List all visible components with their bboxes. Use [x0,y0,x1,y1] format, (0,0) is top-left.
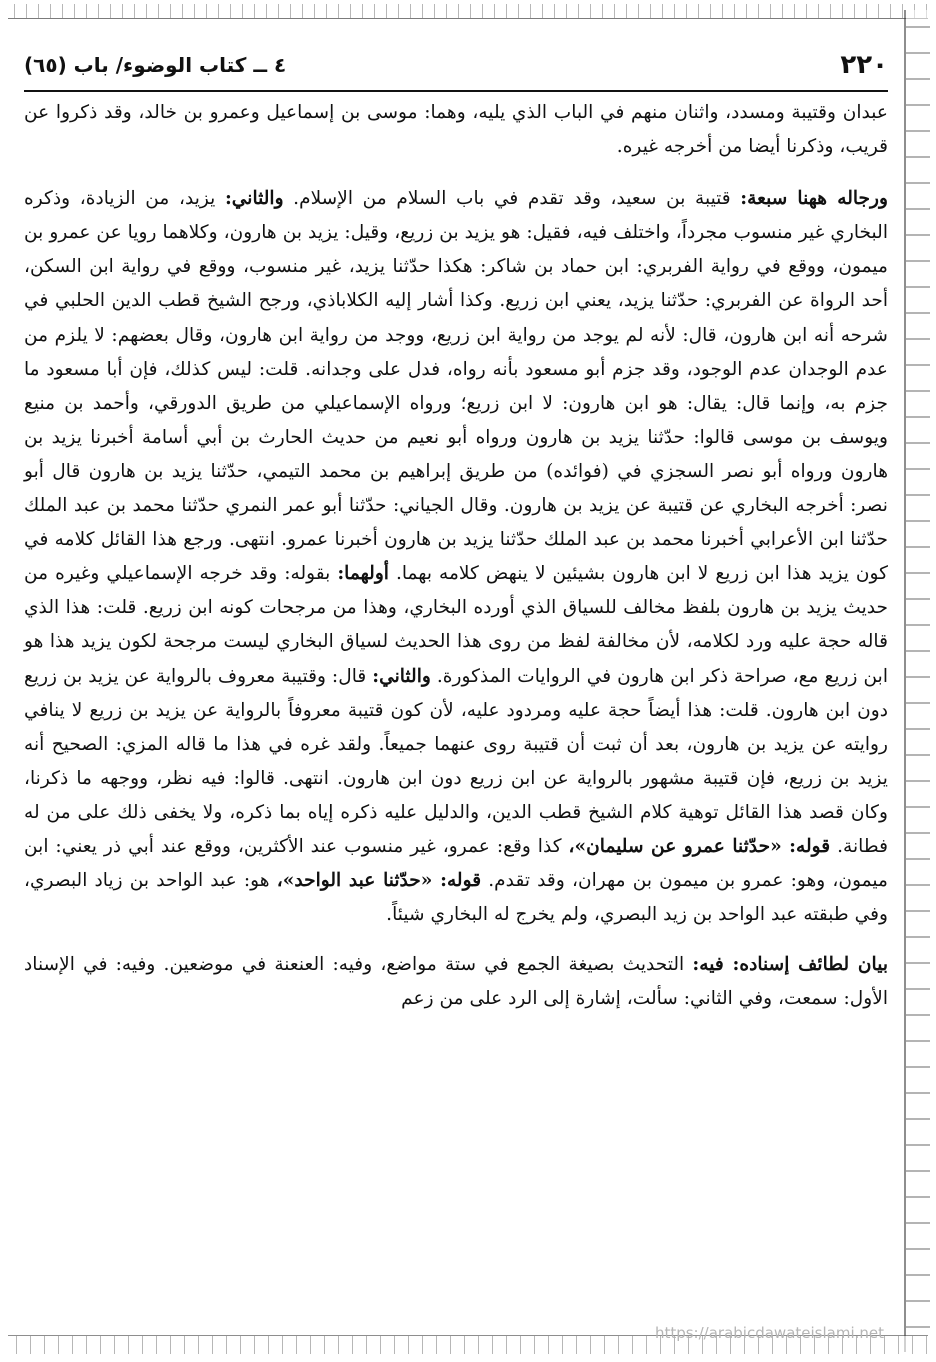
paragraph-3 [24,948,888,1016]
paragraph-2 [24,182,888,932]
section-lead-narrators: ورجاله ههنا سبعة: [740,188,888,210]
quote-abd-al-wahid: قوله: «حدّثنا عبد الواحد»، [276,870,482,892]
page-body [24,96,888,1016]
paragraph-2-text-d: قال: وقتيبة معروف بالرواية عن يزيد بن زريع دون ابن هارون. قلت: هذا أيضاً حجة عليه ومردود عليه، لأن كون قتيبة معروفاً بالرواية عن يزيد بن زريع لا ينافي روايته عن يزيد بن هارون، بعد أن ثبت أن قتيبة روى عنهما جميعاً. ولقد غره في هذا ما قاله المزي: الصحيح أنه يزيد بن زريع، فإن قتيبة مشهور بالرواية عن ابن زريع دون ابن هارون. انتهى. قالوا: فيه نظر، ووجهه ما ذكرنا، وكان قصد هذا القائل توهية كلام الشيخ قطب الدين، والدليل عليه ذكره إياه بما ذكره، ولا يخفى ذلك على من له فطانة. [24,665,888,857]
paragraph-1: عبدان وقتيبة ومسدد، واثنان منهم في الباب الذي يليه، وهما: موسى بن إسماعيل وعمرو بن خالد، وقد ذكروا عن قريب، وذكرنا أيضا من أخرجه غيره. [24,102,888,158]
lead-first-argument: أولهما: [337,563,389,585]
running-title: ٤ ــ كتاب الوضوء/ باب (٦٥) [24,53,287,77]
section-lead-isnad-subtleties: بيان لطائف إسناده: فيه: [692,954,888,976]
right-ornamental-border [904,10,930,1352]
watermark-url: https://arabicdawateislami.net [654,1324,884,1342]
quote-amr-sulaiman: قوله: «حدّثنا عمرو عن سليمان»، [568,835,831,857]
lead-second-argument: والثاني: [372,665,431,687]
page-number: ٢٢٠ [840,50,888,80]
paragraph-2-text-a: قتيبة بن سعيد، وقد تقدم في باب السلام من الإسلام. [283,188,741,210]
paragraph-2-text-c: بقوله: وقد خرجه الإسماعيلي وغيره من حديث يزيد بن هارون بلفظ مخالف للسياق الذي أورده البخاري، وهذا من مرجحات كونه ابن زريع. قلت: هذا الذي قاله حجة عليه ورد لكلامه، لأن مخالفة لفظ من روى هذا الحديث لسياق البخاري ليست مرجحة لكون يزيد هذا هو ابن زريع مع، صراحة ذكر ابن هارون في الروايات المذكورة. [24,563,888,687]
lead-second: والثاني: [224,188,284,210]
top-ornamental-border [8,4,928,19]
paragraph-3-text: التحديث بصيغة الجمع في ستة مواضع، وفيه: العنعنة في موضعين. وفيه: في الإسناد الأول: سمعت، وفي الثاني: سألت، إشارة إلى الرد على من زعم [24,954,888,1010]
paragraph-2-text-e: كذا وقع: عمرو، غير منسوب عند الأكثرين، ووقع عند أبي ذر يعني: ابن ميمون، وهو: عمرو بن ميمون بن مهران، وقد تقدم. [24,835,888,892]
paragraph-2-text-b: يزيد، من الزيادة، وذكره البخاري غير منسوب مجرداً، واختلف فيه، فقيل: هو يزيد بن زريع، وقيل: يزيد بن هارون، وكلاهما رويا عن عمرو بن ميمون، ووقع في رواية الفربري: ابن حماد بن شاكر: هكذا حدّثنا يزيد، غير منسوب، ووقع في رواية ابن السكن، أحد الرواة عن الفربري: حدّثنا يزيد، يعني ابن زريع. وكذا أشار إليه الكلاباذي، ورجح الشيخ قطب الدين الحلبي في شرحه أنه ابن هارون، قال: لأنه لم يوجد من رواية ابن زريع، ووجد من رواية ابن هارون، وقال بعضهم: لا يلزم من عدم الوجدان عدم الوجود، وقد جزم أبو مسعود بأنه رواه، فدل على وجدانه. قلت: ليس كذلك، فإن أبا مسعود ما جزم به، وإنما قال: يقال: هو ابن هارون: لا ابن زريع؛ ورواه الإسماعيلي من طريق الدورقي، وأحمد بن منيع ويوسف بن موسى قالوا: حدّثنا يزيد بن هارون ورواه أبو نعيم من حديث الحارث بن أبي أسامة أخبرنا يزيد بن هارون ورواه أبو نصر السجزي في (فوائده) من طريق إبراهيم بن محمد التيمي، حدّثنا يزيد بن هارون قال أبو نصر: أخرجه البخاري عن قتيبة عن يزيد بن هارون. وقال الجياني: حدّثنا أبو عمر النمري حدّثنا محمد بن عبد الملك حدّثنا ابن الأعرابي أخبرنا محمد بن عبد الملك حدّثنا يزيد بن هارون أخبرنا عمرو. انتهى. ورجع هذا القائل كلامه في كون يزيد هذا ابن زريع لا ابن هارون بشيئين لا ينهض كلامه بهما. [24,188,888,585]
page-header [24,40,888,92]
paragraph-2-text-f: هو: عبد الواحد بن زياد البصري، وفي طبقته عبد الواحد بن زيد البصري، ولم يخرج له البخاري شيئاً. [24,870,888,926]
